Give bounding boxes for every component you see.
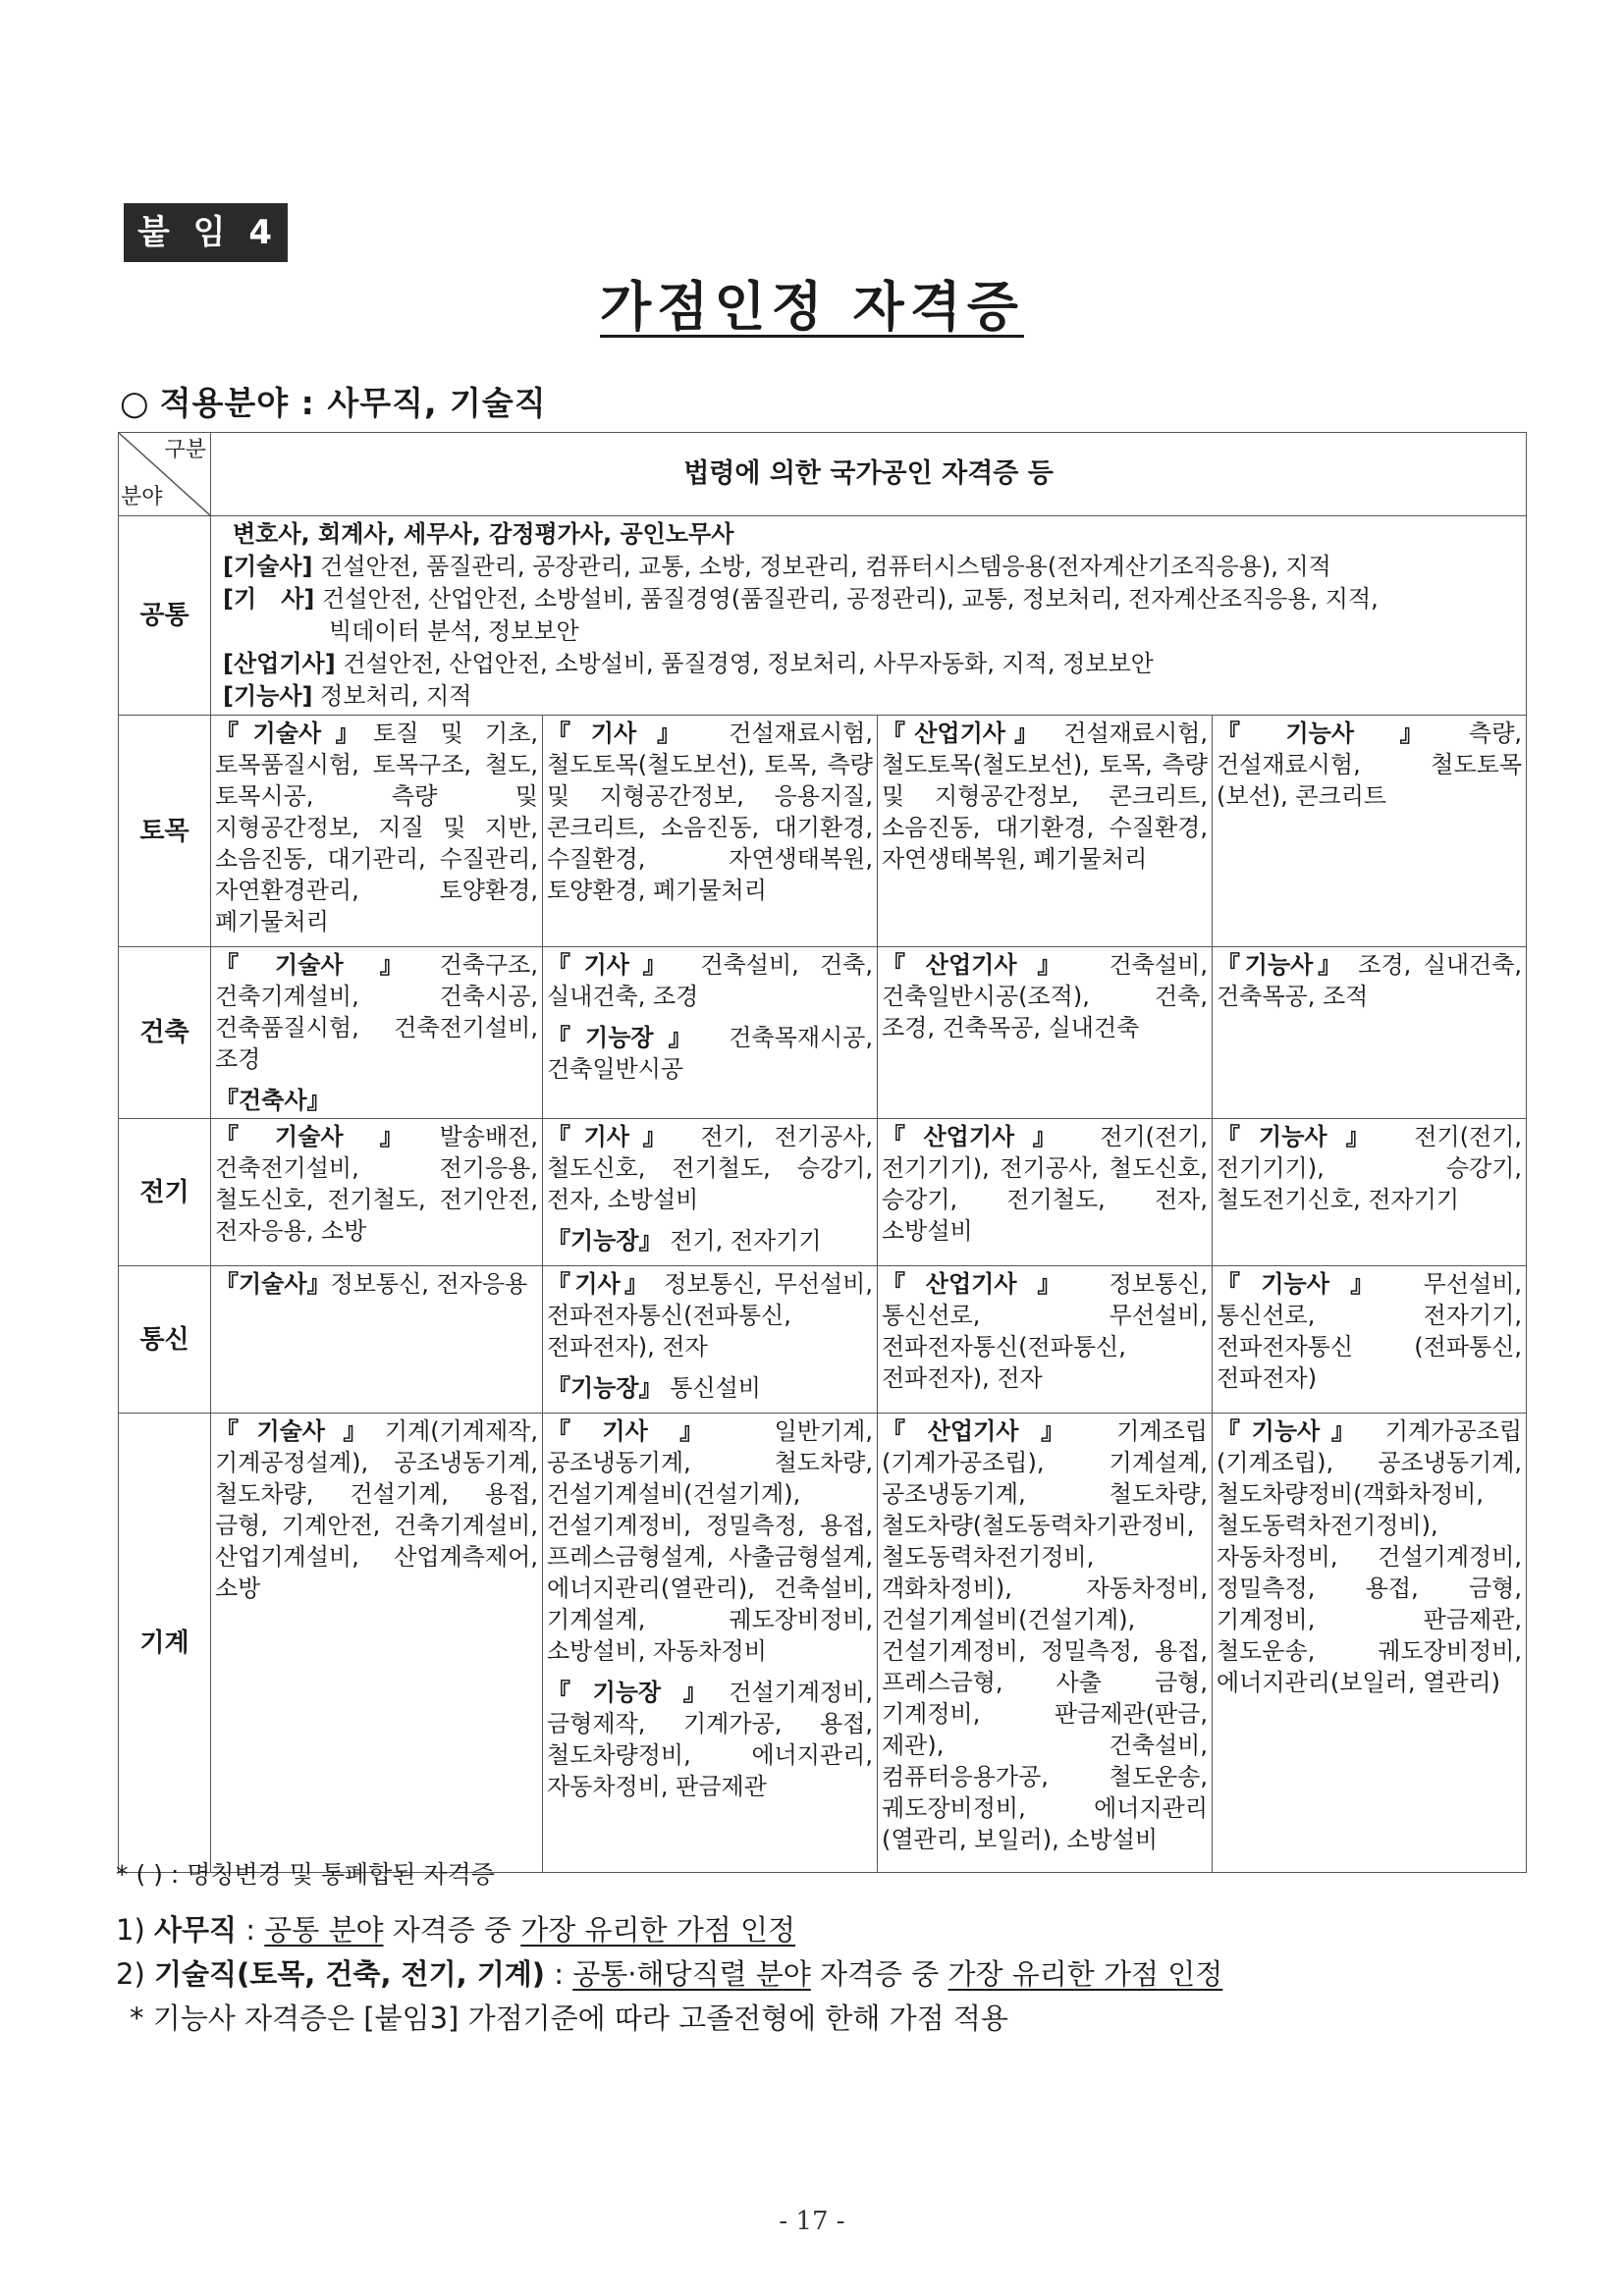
cell-text: 측량, 건설재료시험, 철도토목(보선), 콘크리트 <box>1217 720 1523 810</box>
cell-label: 『기술사』 <box>215 1417 385 1445</box>
cell-text: 발송배전, 건축전기설비, 전기응용, 철도신호, 전기철도, 전기안전, 전자응용, 소방 <box>215 1123 538 1245</box>
cell-craftsman <box>1213 716 1527 947</box>
cell-label: 『기능사』 <box>1217 1123 1388 1150</box>
cell-professional-engineer <box>211 1266 543 1414</box>
cell-label: 『산업기사』 <box>882 951 1082 979</box>
note-number: 1) <box>116 1913 154 1947</box>
page-number: - 17 - <box>779 2207 845 2236</box>
note-number: 2) <box>116 1957 154 1991</box>
note-underlined: 가장 유리한 가점 인정 <box>520 1913 796 1947</box>
section-heading <box>120 378 547 424</box>
common-line-2 <box>223 583 1522 615</box>
cell-text: 전기(전기, 전기기기), 승강기, 철도전기신호, 전자기기 <box>1217 1123 1523 1213</box>
cell-label: 『산업기사』 <box>882 1270 1082 1298</box>
common-line-3-label: [산업기사] <box>223 650 336 677</box>
common-line-4 <box>223 680 1522 713</box>
cell-text: 조경, 실내건축, 건축목공, 조적 <box>1217 951 1523 1010</box>
cell-professional-engineer <box>211 947 543 1119</box>
cell-label: 『산업기사』 <box>882 1123 1075 1150</box>
cell-industrial-engineer <box>878 716 1213 947</box>
page-title-text: 가점인정 자격증 <box>600 276 1024 338</box>
note-underlined: 가장 유리한 가점 인정 <box>947 1957 1223 1991</box>
cell-professional-engineer <box>211 716 543 947</box>
cell-craftsman <box>1213 1414 1527 1873</box>
cell-text: 정보통신, 전자응용 <box>330 1270 528 1298</box>
cell-engineer <box>543 1119 878 1266</box>
row-label: 공통 <box>119 516 211 716</box>
row-label: 전기 <box>119 1119 211 1266</box>
cell-label: 『기술사』 <box>215 720 374 747</box>
common-line-2-label: [기 사] <box>223 585 315 613</box>
corner-cell <box>119 433 211 516</box>
cell-sub-text: 건설기계정비, 금형제작, 기계가공, 용접, 철도차량정비, 에너지관리, 자동차정비, 판금제관 <box>547 1679 873 1800</box>
cell-sub-label: 『기능장』 <box>547 1374 663 1402</box>
cell-text: 건축설비, 건축, 실내건축, 조경 <box>547 951 873 1010</box>
cell-sub-label: 『기능장』 <box>547 1227 663 1255</box>
cell-craftsman <box>1213 1119 1527 1266</box>
table-row-common <box>119 516 1527 716</box>
common-line-4-label: [기능사] <box>223 682 313 710</box>
common-line-3-text: 건설안전, 산업안전, 소방설비, 품질경영, 정보처리, 사무자동화, 지적, 정보보안 <box>335 650 1154 677</box>
circle-bullet-icon: ○ <box>120 384 150 423</box>
row-label: 통신 <box>119 1266 211 1414</box>
note-craftsman: * 기능사 자격증은 [붙임3] 가점기준에 따라 고졸전형에 한해 가점 적용 <box>130 2002 1008 2035</box>
cell-text: 기계조립(기계가공조립), 기계설계, 공조냉동기계, 철도차량, 철도차량(철도동력차기관정비, 철도동력차전기정비, 객화차정비), 자동차정비, 건설기계설비(건설기계), 건설기계정비, 정밀측정, 용접, 프레스금형, 사출 금형, 기계정비, 판금제관(판금, 제관), 건축설비, 컴퓨터응용가공, 철도운송, 궤도장비정비, 에너지관리(열관리, 보일러), 소방설비 <box>882 1417 1208 1853</box>
cell-text: 무선설비, 통신선로, 전자기기, 전파전자통신 (전파통신, 전파전자) <box>1217 1270 1523 1392</box>
cell-sub <box>547 1022 873 1085</box>
table-row-telecom <box>119 1266 1527 1414</box>
section-heading-text: 적용분야 : 사무직, 기술직 <box>159 384 547 422</box>
corner-bottom-label: 분야 <box>121 485 163 509</box>
cell-label: 『기사』 <box>547 720 701 747</box>
note-text: 자격증 중 <box>810 1957 948 1991</box>
common-line-2-cont: 빅데이터 분석, 정보보안 <box>329 617 579 645</box>
row-label: 토목 <box>119 716 211 947</box>
cell-label: 『기술사』 <box>215 951 440 979</box>
cell-engineer <box>543 1266 878 1414</box>
note-underlined: 공통 분야 <box>264 1913 384 1947</box>
table-row-mechanical <box>119 1414 1527 1873</box>
notes <box>116 1855 1222 2037</box>
cell-text: 기계(기계제작, 기계공정설계), 공조냉동기계, 철도차량, 건설기계, 용접, 금형, 기계안전, 건축기계설비, 산업기계설비, 산업계측제어, 소방 <box>215 1417 538 1602</box>
certificate-table <box>118 432 1527 1873</box>
common-line-4-text: 정보처리, 지적 <box>312 682 472 710</box>
table-header-row <box>119 433 1527 516</box>
cell-sub-text: 건축목재시공, 건축일반시공 <box>547 1024 873 1083</box>
cell-label: 『기술사』 <box>215 1270 331 1298</box>
attachment-tag: 붙 임 4 <box>124 203 288 262</box>
note-text: 자격증 중 <box>383 1913 521 1947</box>
cell-sub-label: 『기능장』 <box>547 1024 707 1051</box>
cell-engineer <box>543 1414 878 1873</box>
cell-label: 『기술사』 <box>215 1123 440 1150</box>
cell-sub-text: 통신설비 <box>670 1374 761 1402</box>
cell-engineer <box>543 947 878 1119</box>
table-header: 법령에 의한 국가공인 자격증 등 <box>211 433 1527 516</box>
cell-industrial-engineer <box>878 1414 1213 1873</box>
cell-sub-label: 『기능장』 <box>547 1679 730 1706</box>
row-label: 기계 <box>119 1414 211 1873</box>
cell-sub <box>547 1677 873 1802</box>
cell-text: 건설재료시험, 철도토목(철도보선), 토목, 측량 및 지형공간정보, 콘크리트, 소음진동, 대기환경, 수질환경, 자연생태복원, 폐기물처리 <box>882 720 1208 873</box>
cell-text: 전기, 전기공사, 철도신호, 전기철도, 승강기, 전자, 소방설비 <box>547 1123 873 1213</box>
cell-label: 『산업기사』 <box>882 720 1048 747</box>
note-bold: 기술직(토목, 건축, 전기, 기계) <box>153 1957 545 1991</box>
note-office <box>116 1908 1222 1949</box>
cell-text: 기계가공조립(기계조립), 공조냉동기계, 철도차량정비(객화차정비, 철도동력차전기정비), 자동차정비, 건설기계정비, 정밀측정, 용접, 금형, 기계정비, 판금제관, 철도운송, 궤도장비정비, 에너지관리(보일러, 열관리) <box>1217 1417 1523 1696</box>
note-bold: 사무직 <box>153 1913 238 1947</box>
row-label: 건축 <box>119 947 211 1119</box>
cell-label: 『기사』 <box>547 1417 735 1445</box>
note-underlined: 공통·해당직렬 분야 <box>572 1957 811 1991</box>
note-colon: : <box>237 1913 265 1947</box>
cell-sub <box>215 1085 538 1116</box>
cell-professional-engineer <box>211 1414 543 1873</box>
cell-label: 『기능사』 <box>1217 720 1470 747</box>
cell-label: 『기능사』 <box>1217 951 1346 979</box>
common-line-0: 변호사, 회계사, 세무사, 감정평가사, 공인노무사 <box>233 520 734 548</box>
cell-text: 건축설비, 건축일반시공(조적), 건축, 조경, 건축목공, 실내건축 <box>882 951 1208 1041</box>
table-row-electric <box>119 1119 1527 1266</box>
cell-sub-label: 『건축사』 <box>215 1087 331 1114</box>
cell-label: 『산업기사』 <box>882 1417 1087 1445</box>
common-line-3 <box>223 648 1522 680</box>
note-parentheses: * ( ) : 명칭변경 및 통폐합된 자격증 <box>116 1860 495 1889</box>
cell-engineer <box>543 716 878 947</box>
cell-sub <box>547 1372 873 1404</box>
cell-label: 『기사』 <box>547 951 680 979</box>
cell-text: 토질 및 기초, 토목품질시험, 토목구조, 철도, 토목시공, 측량 및 지형공간정보, 지질 및 지반, 소음진동, 대기관리, 수질관리, 자연환경관리, 토양환경, 폐기물처리 <box>215 720 538 935</box>
cell-text: 건축구조, 건축기계설비, 건축시공, 건축품질시험, 건축전기설비, 조경 <box>215 951 538 1073</box>
cell-text: 전기(전기, 전기기기), 전기공사, 철도신호, 승강기, 전기철도, 전자, 소방설비 <box>882 1123 1208 1245</box>
cell-label: 『기능사』 <box>1217 1417 1367 1445</box>
table-row-architecture <box>119 947 1527 1119</box>
table-row-civil <box>119 716 1527 947</box>
common-line-2-text: 건설안전, 산업안전, 소방설비, 품질경영(품질관리, 공정관리), 교통, 정보처리, 전자계산조직응용, 지적, <box>314 585 1379 613</box>
note-colon: : <box>545 1957 573 1991</box>
page-title <box>0 265 1624 341</box>
cell-sub-text: 전기, 전자기기 <box>670 1227 822 1255</box>
cell-text: 건설재료시험, 철도토목(철도보선), 토목, 측량 및 지형공간정보, 응용지질, 콘크리트, 소음진동, 대기환경, 수질환경, 자연생태복원, 토양환경, 폐기물처리 <box>547 720 873 904</box>
cell-craftsman <box>1213 947 1527 1119</box>
cell-label: 『기능사』 <box>1217 1270 1395 1298</box>
cell-professional-engineer <box>211 1119 543 1266</box>
note-technical <box>116 1952 1222 1993</box>
corner-top-label: 구분 <box>164 438 206 462</box>
common-line-1 <box>223 551 1522 583</box>
cell-label: 『기사』 <box>547 1270 653 1298</box>
cell-text: 정보통신, 통신선로, 무선설비, 전파전자통신(전파통신, 전파전자), 전자 <box>882 1270 1208 1392</box>
cell-industrial-engineer <box>878 947 1213 1119</box>
common-cell <box>211 516 1527 716</box>
cell-label: 『기사』 <box>547 1123 680 1150</box>
common-line-1-label: [기술사] <box>223 553 313 580</box>
cell-text: 정보통신, 무선설비, 전파전자통신(전파통신, 전파전자), 전자 <box>547 1270 873 1361</box>
cell-text: 일반기계, 공조냉동기계, 철도차량, 건설기계설비(건설기계), 건설기계정비, 정밀측정, 용접, 프레스금형설계, 사출금형설계, 에너지관리(열관리), 건축설비, 기계설계, 궤도장비정비, 소방설비, 자동차정비 <box>547 1417 873 1665</box>
cell-industrial-engineer <box>878 1266 1213 1414</box>
cell-sub <box>547 1225 873 1256</box>
cell-industrial-engineer <box>878 1119 1213 1266</box>
cell-craftsman <box>1213 1266 1527 1414</box>
common-line-1-text: 건설안전, 품질관리, 공장관리, 교통, 소방, 정보관리, 컴퓨터시스템응용(전자계산기조직응용), 지적 <box>312 553 1331 580</box>
